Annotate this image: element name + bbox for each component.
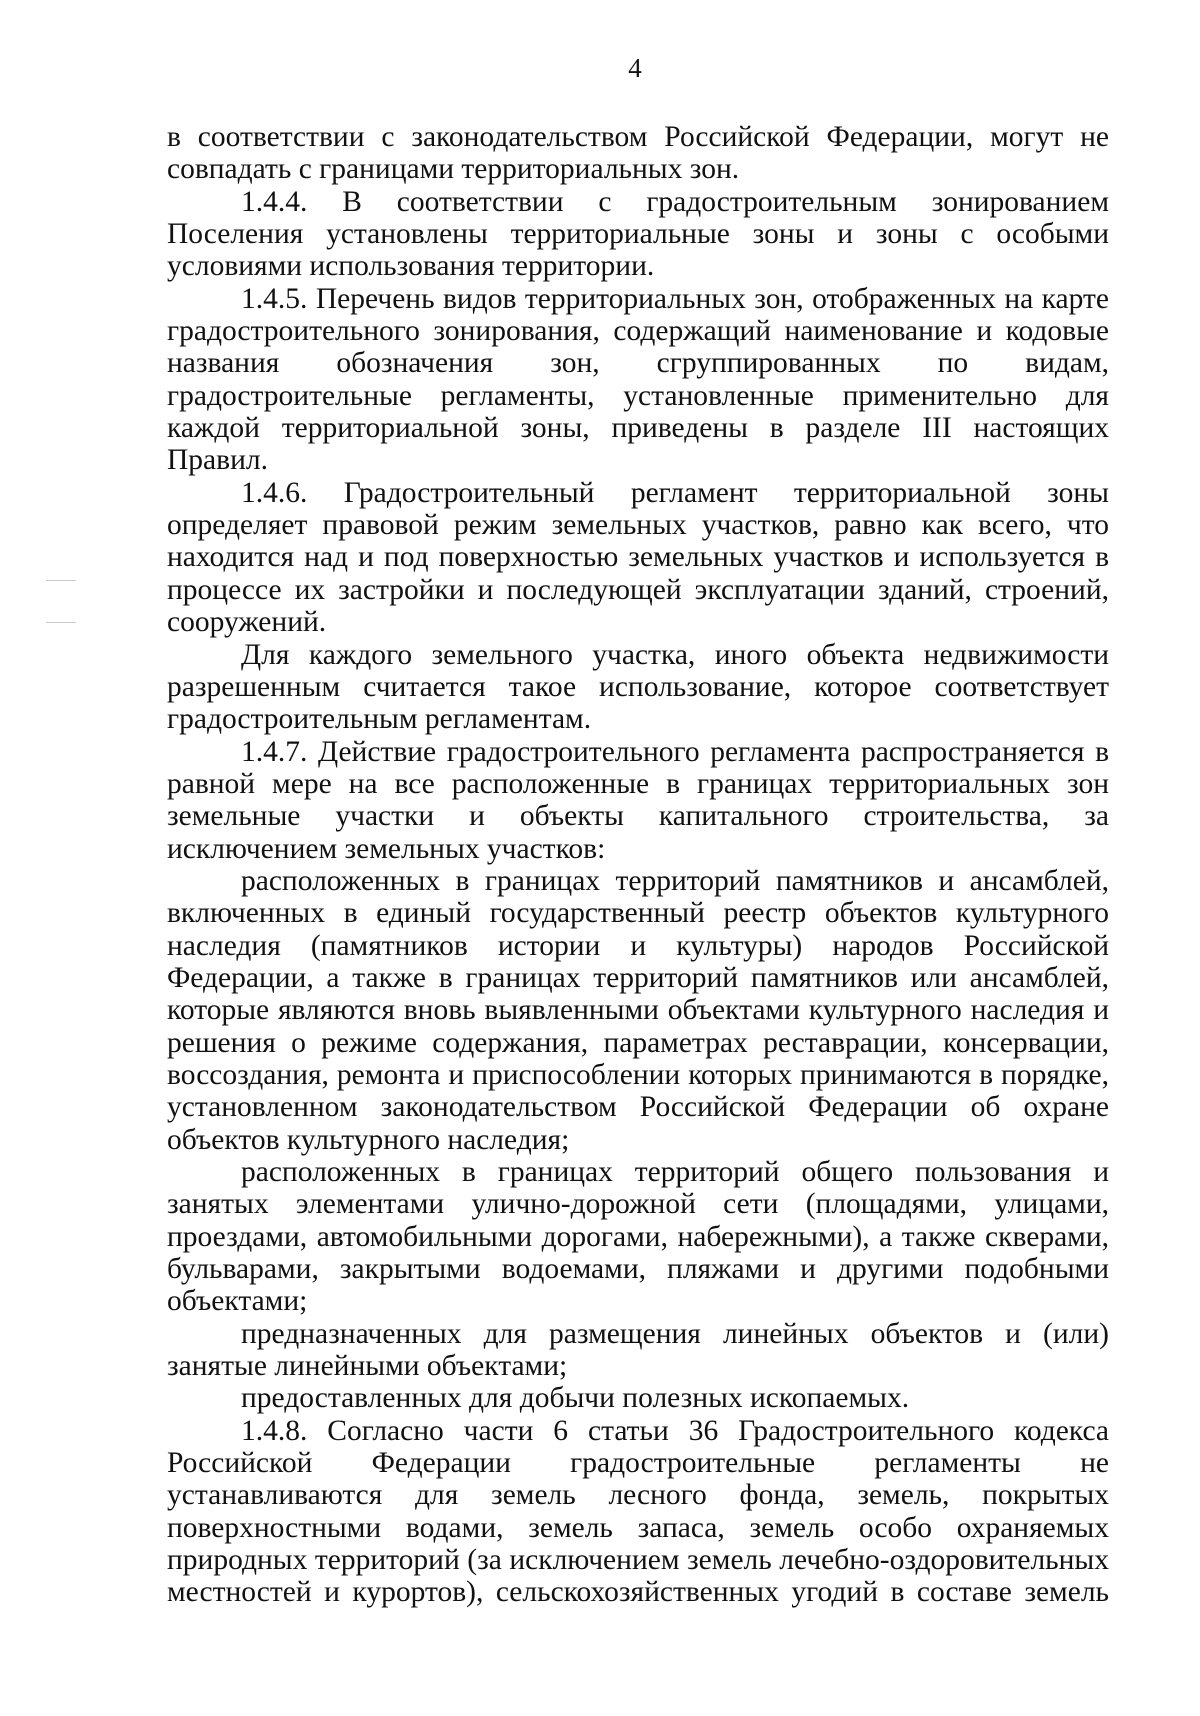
margin-mark [46,580,76,581]
page-number: 4 [628,53,642,83]
document-body [167,121,1109,1609]
list-item-public-use: расположенных в границах территорий общего пользования и занятых элементами улично-дорожной сети (площадями, улицами, проездами, автомобильными дорогами, набережными), а также скверами, бульварами, закрытыми водоемами, пляжами и другими подобными объектами; [167,1156,1109,1318]
paragraph-permitted-use: Для каждого земельного участка, иного объекта недвижимости разрешенным считается такое использование, которое соответствует градостроительным регламентам. [167,638,1109,736]
paragraph-1-4-6: 1.4.6. Градостроительный регламент территориальной зоны определяет правовой режим земельных участков, равно как всего, что находится над и под поверхностью земельных участков и используется в процессе их застройки и последующей эксплуатации зданий, строений, сооружений. [167,476,1109,639]
list-item-mineral-extraction: предоставленных для добычи полезных ископаемых. [241,1382,910,1415]
list-item-linear-objects: предназначенных для размещения линейных объектов и (или) занятые линейными объектами; [167,1317,1109,1383]
paragraph-1-4-5: 1.4.5. Перечень видов территориальных зон, отображенных на карте градостроительного зонирования, содержащий наименование и кодовые названия обозначения зон, сгруппированных по видам, градостроительные регламенты, установленные применительно для каждой территориальной зоны, приведены в разделе III настоящих Правил. [167,282,1109,477]
list-item-cultural-heritage: расположенных в границах территорий памятников и ансамблей, включенных в единый государственный реестр объектов культурного наследия (памятников истории и культуры) народов Российской Федерации, а также в границах территорий памятников или ансамблей, которые являются вновь выявленными объектами культурного наследия и решения о режиме содержания, параметрах реставрации, консервации, воссоздания, ремонта и приспособлении которых принимаются в порядке, установленном законодательством Российской Федерации об охране объектов культурного наследия; [167,864,1109,1156]
margin-mark [46,622,76,623]
paragraph-continuation: в соответствии с законодательством Российской Федерации, могут не совпадать с границами территориальных зон. [167,121,1109,186]
paragraph-1-4-4: 1.4.4. В соответствии с градостроительным зонированием Поселения установлены территориальные зоны и зоны с особыми условиями использования территории. [167,185,1109,283]
paragraph-1-4-8: 1.4.8. Согласно части 6 статьи 36 Градостроительного кодекса Российской Федерации градостроительные регламенты не устанавливаются для земель лесного фонда, земель, покрытых поверхностными водами, земель запаса, земель особо охраняемых природных территорий (за исключением земель лечебно-оздоровительных местностей и курортов), сельскохозяйственных угодий в составе земель [167,1414,1109,1609]
paragraph-1-4-7: 1.4.7. Действие градостроительного регламента распространяется в равной мере на все расположенные в границах территориальных зон земельные участки и объекты капитального строительства, за исключением земельных участков: [167,735,1109,865]
